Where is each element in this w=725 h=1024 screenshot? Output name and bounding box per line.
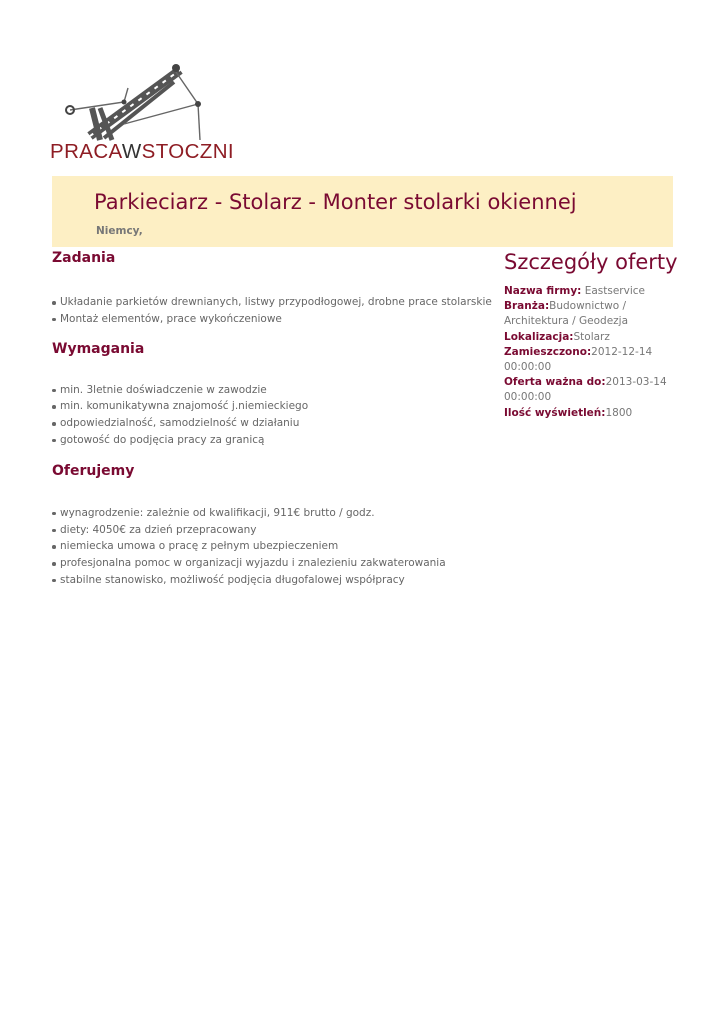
- job-title: Parkieciarz - Stolarz - Monter stolarki okiennej: [94, 190, 577, 214]
- detail-industry: [504, 299, 674, 329]
- detail-posted-value: 2012-12-14 00:00:00: [504, 345, 653, 374]
- detail-company-label: Nazwa firmy:: [504, 285, 582, 297]
- section-oferujemy: [52, 461, 482, 589]
- list-item: wynagrodzenie: zależnie od kwalifikacji, 911€ brutto / godz.: [52, 505, 482, 522]
- section-heading-oferujemy: Oferujemy: [52, 462, 135, 479]
- detail-company-value: Eastservice: [581, 285, 645, 297]
- detail-location-label: Lokalizacja:: [504, 330, 574, 343]
- detail-views-value: 1800: [605, 406, 633, 419]
- detail-views: [504, 406, 674, 421]
- list-item: niemiecka umowa o pracę z pełnym ubezpieczeniem: [52, 538, 482, 555]
- oferujemy-list: [52, 505, 482, 589]
- site-logo[interactable]: [48, 58, 235, 164]
- job-title-banner: [52, 176, 673, 247]
- list-item: Montaż elementów, prace wykończeniowe: [52, 311, 482, 328]
- offer-details-list: [504, 284, 674, 421]
- section-wymagania: [52, 339, 482, 449]
- detail-location: [504, 330, 674, 345]
- crane-icon: [62, 58, 222, 142]
- detail-valid: [504, 375, 674, 405]
- logo-text-stoczni: STOCZNI: [141, 140, 235, 163]
- detail-industry-label: Branża:: [504, 300, 550, 313]
- list-item: diety: 4050€ za dzień przepracowany: [52, 522, 482, 539]
- detail-posted: [504, 345, 674, 375]
- list-item: gotowość do podjęcia pracy za granicą: [52, 432, 482, 449]
- logo-text: [50, 140, 234, 164]
- detail-industry-value: Budownictwo / Architektura / Geodezja: [504, 300, 629, 328]
- logo-text-praca: PRACA: [50, 140, 122, 163]
- detail-valid-value: 2013-03-14 00:00:00: [504, 376, 667, 404]
- list-item: min. 3letnie doświadczenie w zawodzie: [52, 382, 482, 399]
- offer-details-title: Szczegóły oferty: [504, 250, 678, 274]
- list-item: min. komunikatywna znajomość j.niemieckiego: [52, 398, 482, 415]
- wymagania-list: [52, 382, 482, 449]
- detail-location-value: Stolarz: [573, 330, 610, 343]
- list-item: odpowiedzialność, samodzielność w działaniu: [52, 415, 482, 432]
- job-location: Niemcy,: [96, 225, 143, 237]
- list-item: stabilne stanowisko, możliwość podjęcia długofalowej współpracy: [52, 572, 482, 589]
- detail-views-label: Ilość wyświetleń:: [504, 406, 606, 419]
- zadania-list: [52, 294, 492, 328]
- section-zadania: [52, 248, 492, 328]
- detail-company: [504, 284, 674, 299]
- logo-text-w: W: [121, 140, 142, 163]
- detail-valid-label: Oferta ważna do:: [504, 376, 606, 389]
- section-heading-wymagania: Wymagania: [52, 340, 145, 357]
- offer-details: [504, 247, 678, 421]
- list-item: profesjonalna pomoc w organizacji wyjazdu i znalezieniu zakwaterowania: [52, 555, 482, 572]
- job-description: [52, 248, 492, 589]
- list-item: Układanie parkietów drewnianych, listwy przypodłogowej, drobne prace stolarskie: [52, 294, 482, 311]
- detail-posted-label: Zamieszczono:: [504, 345, 592, 358]
- section-heading-zadania: Zadania: [52, 250, 116, 266]
